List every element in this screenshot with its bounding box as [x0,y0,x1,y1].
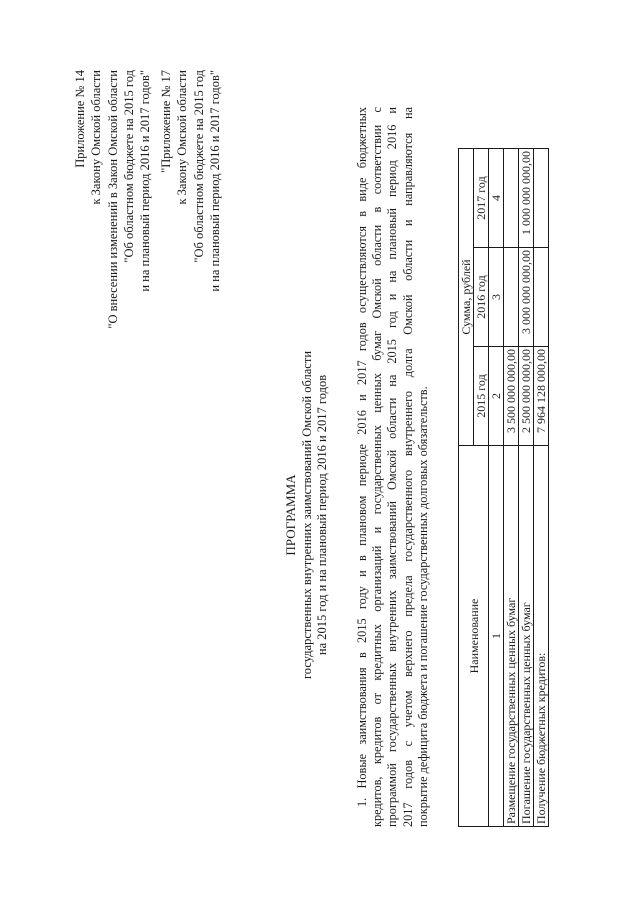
paragraph-line: программой государственных внутренних заимствований Омской области на 2015 год и на плановый период 2016 и [385,107,400,827]
row-value-2015: 3 500 000 000,00 [504,347,519,446]
annex-14-line: к Закону Омской области [89,70,104,205]
annex-17-line: и на плановый период 2016 и 2017 годов" [207,70,222,292]
column-number: 3 [489,248,504,347]
document-title: ПРОГРАММА [283,474,298,556]
paragraph-line: 2017 годов с учетом верхнего предела государственного внутреннего долга Омской области и направляются на [400,107,415,827]
column-number: 4 [489,149,504,248]
annex-17-line: к Закону Омской области [175,70,190,205]
paragraph-line: 1. Новые заимствования в 2015 году и в плановом периоде 2016 и 2017 годов осуществляются в виде бюджетных [355,107,369,807]
annex-14-line: "О внесении изменений в Закон Омской области [105,70,120,329]
table-row [534,149,549,827]
document-subtitle-period: на 2015 год и на плановый период 2016 и 2017 годов [315,374,329,656]
row-value-2015: 7 964 128 000,00 [534,347,549,446]
row-name: Погашение государственных ценных бумаг [519,446,534,827]
header-year-2017: 2017 год [474,149,489,248]
annex-17-line: "Об областном бюджете на 2015 год [191,70,206,263]
row-value-2016: 3 000 000 000,00 [519,248,534,347]
column-number: 1 [489,446,504,827]
header-year-2016: 2016 год [474,248,489,347]
column-number: 2 [489,347,504,446]
header-sum: Сумма, рублей [459,149,474,446]
annex-17-header [158,70,223,430]
annex-17-line: "Приложение № 17 [159,70,173,173]
row-value-2017 [534,149,549,248]
row-value-2016 [534,248,549,347]
annex-14-line: и на плановый период 2016 и 2017 годов" [138,70,153,292]
table-row [504,149,519,827]
annex-14-header [72,70,153,430]
document-subtitle: государственных внутренних заимствований Омской области [300,350,314,680]
table-header-row [459,149,474,827]
annex-14-line: Приложение № 14 [73,70,87,168]
borrowing-table [458,148,549,827]
row-name: Получение бюджетных кредитов: [534,446,549,827]
row-value-2017 [504,149,519,248]
row-name: Размещение государственных ценных бумаг [504,446,519,827]
table-row [519,149,534,827]
header-name: Наименование [459,446,489,827]
row-value-2015: 2 500 000 000,00 [519,347,534,446]
paragraph-line: кредитов, кредитов от кредитных организаций и государственных ценных бумаг Омской области в соответствии с [370,107,385,827]
row-value-2016 [504,248,519,347]
paragraph-line: покрытие дефицита бюджета и погашение государственных долговых обязательств. [415,386,430,827]
annex-14-line: "Об областном бюджете на 2015 год [121,70,136,263]
body-paragraph [355,107,431,827]
header-year-2015: 2015 год [474,347,489,446]
column-number-row [489,149,504,827]
row-value-2017: 1 000 000 000,00 [519,149,534,248]
